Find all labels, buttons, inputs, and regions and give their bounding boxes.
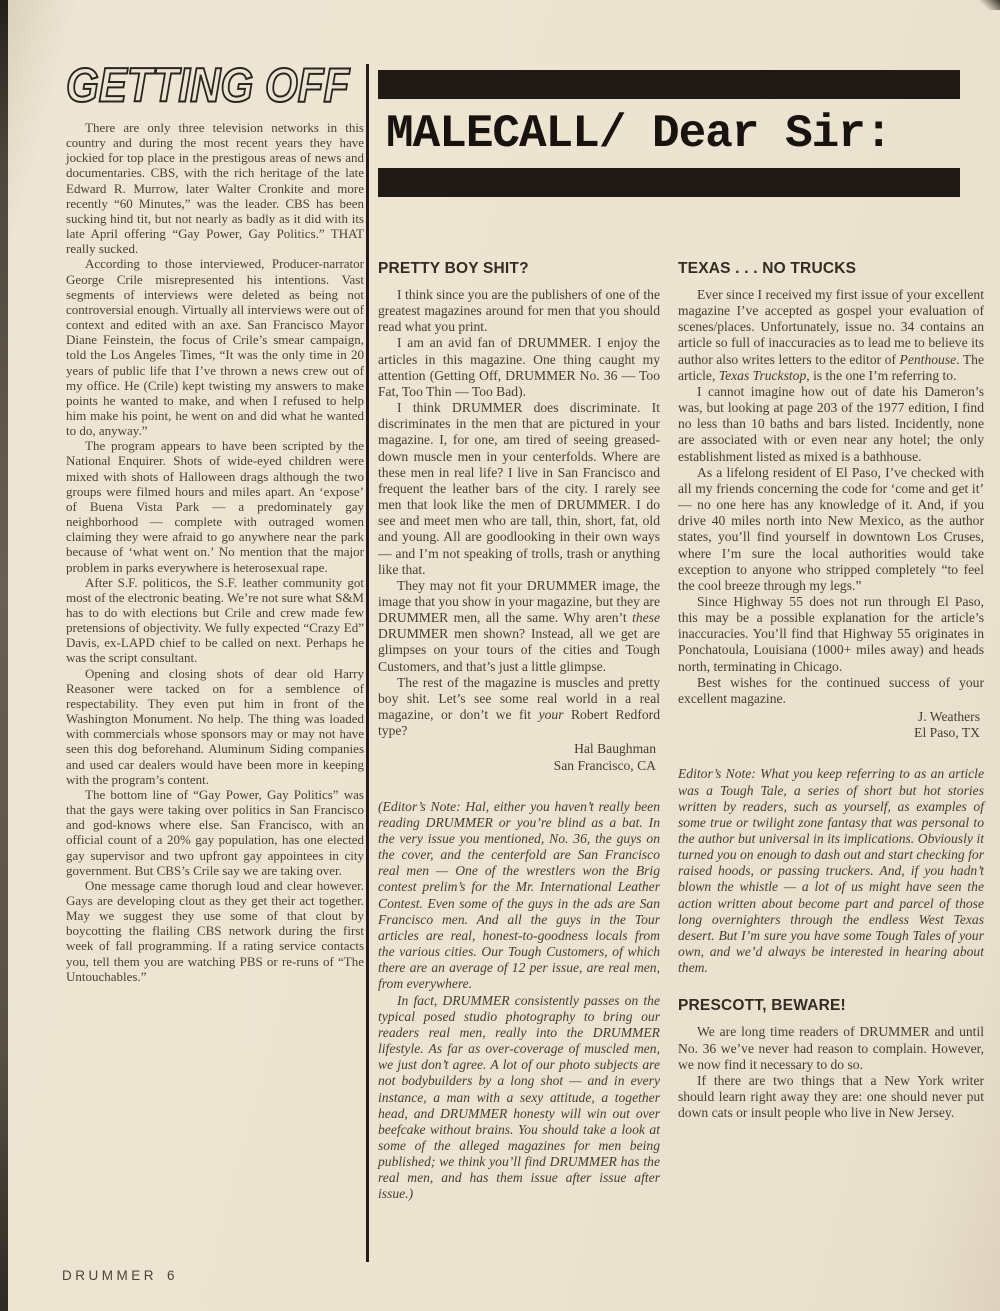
- letter-text-segment: . The article,: [678, 351, 984, 383]
- letter-paragraph: If there are two things that a New York writer should learn right away they are: one should never put down cats or insult people who live in New Jersey.: [678, 1072, 984, 1121]
- letter-text-segment: Robert Redford type?: [378, 707, 660, 739]
- magazine-name: DRUMMER: [62, 1268, 157, 1283]
- letter-paragraph: Since Highway 55 does not run through El Paso, this may be a possible explanation for the article’s inaccuracies. You’ll find that Highway 55 originates in Ponchatoula, Louisiana (1000+ miles away) and heads north, terminating in Chicago.: [678, 593, 984, 674]
- malecall-top-bar: [378, 70, 960, 99]
- letter-paragraph: [378, 675, 660, 740]
- letters-column-right: [678, 260, 984, 1121]
- letter-text-segment: , is the one I’m referring to.: [806, 367, 957, 383]
- letter-heading-prescott: PRESCOTT, BEWARE!: [678, 997, 846, 1015]
- letter-text-emphasis: these: [632, 610, 660, 626]
- letter-paragraph: As a lifelong resident of El Paso, I’ve checked with all my friends concerning the code for ‘come and get it’ — no one here has any knowledge of it. And, if you drive 40 miles north into New Mexico, as the author states, you’ll find yourself in downtown Los Cruses, where I’m sure the local authorities would take exception to anyone who stripped completely “to feel the cool breeze through my legs.”: [678, 464, 984, 593]
- letter-paragraph: I am an avid fan of DRUMMER. I enjoy the articles in this magazine. One thing caught my attention (Getting Off, DRUMMER No. 36 — Too Fat, Too Thin — Too Bad).: [378, 335, 660, 399]
- letter-paragraph: I cannot imagine how out of date his Dameron’s was, but looking at page 203 of the 1977 edition, I find no less than 10 baths and bars listed. Incidently, none are associated with or even near any hotel; the only establishment listed as mixed is a bathhouse.: [678, 383, 984, 464]
- editors-note-paragraph: (Editor’s Note: Hal, either you haven’t really been reading DRUMMER or you’re blind as a bat. In the very issue you mentioned, No. 36, the guys on the cover, and the centerfold are San Francisco real men — One of the wrestlers won the Brig contest prelim’s for the Mr. International Leather Contest. Even some of the guys in the ads are San Francisco men. And all the guys in the Tour articles are real, honest-to-goodness locals from the various cities. Our Tough Customers, of which there are an average of 12 per issue, are real men, from everywhere.: [378, 798, 660, 992]
- letter-text-emphasis: Penthouse: [899, 351, 957, 367]
- letter-text-segment: DRUMMER men shown? Instead, all we get are glimpses on your tours of the cities and Tough Customers, and that’s just a little glimpse.: [378, 626, 660, 674]
- signature-name: Hal Baughman: [574, 741, 656, 757]
- letter-text-segment: The rest of the magazine is muscles and pretty boy shit. Let’s see some real world in a real magazine, or don’t we fit: [378, 674, 660, 723]
- letter-heading-texas: TEXAS . . . NO TRUCKS: [678, 260, 857, 277]
- letter-paragraph: I think DRUMMER does discriminate. It discriminates in the men that are pictured in your magazine. I, for one, am tired of seeing greased-down muscle men in your centerfolds. Where are these men in real life? I live in San Francisco and frequent the leather bars of the city. I rarely see men that look like the men of DRUMMER. I do see and meet men who are tall, thin, short, fat, old and young. All are goodlooking in their own ways — and I’m not speaking of trolls, trash or anything like that.: [378, 400, 660, 577]
- getting-off-column: [66, 60, 364, 984]
- getting-off-paragraph: One message came thorugh loud and clear however. Gays are developing clout as they get their act together. May we suggest they use some of that clout by boycotting the flailing CBS network during the first week of fall programming. If a rating service contacts you, tell them you are watching PBS or re-runs of “The Untouchables.”: [66, 877, 364, 984]
- editors-note: [378, 799, 660, 1203]
- editors-note-paragraph: In fact, DRUMMER consistently passes on the typical posed studio photography to bring our readers real men, really into the DRUMMER lifestyle. As far as over-coverage of muscled men, we just don’t agree. A lot of our photo subjects are not bodybuilders by a long shot — and in every instance, a man with a sexy attitude, a together head, and DRUMMER honesty will win out over beefcake without brains. You should take a look at some of the alleged magazines for men being published; we think you’ll find DRUMMER has the real men, and has them issue after issue after issue.): [378, 992, 660, 1202]
- signature-place: El Paso, TX: [914, 725, 980, 741]
- letter-paragraph: We are long time readers of DRUMMER and until No. 36 we’ve never had reason to complain. However, we now find it necessary to do so.: [678, 1024, 984, 1072]
- page-footer: [62, 1268, 178, 1283]
- scan-corner-mark: [978, 0, 1000, 10]
- editors-note: [678, 766, 984, 976]
- getting-off-paragraph: There are only three television networks in this country and during the most recent years they have jockied for top place in the prestigous areas of news and documentaries. CBS, with the rich heritage of the late Edward R. Murrow, later Walter Cronkite and more recently “60 Minutes,” was the leader. CBS has been sucking hind tit, but not nearly as badly as it did with its late April offering “Gay Power, Gay Politics.” THAT really sucked.: [66, 120, 364, 257]
- letter-heading-pretty-boy: PRETTY BOY SHIT?: [378, 260, 529, 277]
- letter-text-segment: Ever since I received my first issue of your excellent magazine I’ve accepted as gospel your evaluation of scenes/places. Unfortunately, issue no. 34 contains an article so full of inaccuracies as to lead me to believe its author also writes letters to the editor of: [678, 287, 984, 367]
- getting-off-paragraph: According to those interviewed, Producer-narrator George Crile misrepresented his intentions. Vast segments of interviews were deleted as being not controversial enough. Virtually all interviews were out of context and edited with an axe. San Francisco Mayor Diane Feinstein, the focus of Crile’s smear campaign, told the Los Angeles Times, “It was the only time in 20 years of public life that I’ve thrown a news crew out of my office. He (Crile) kept twisting my answers to make points he wanted to make, and when I refused to help him make his point, he went on and did what he wanted to do, anyway.”: [66, 256, 364, 439]
- letter-signature: [678, 709, 980, 741]
- editors-note-paragraph: Editor’s Note: What you keep referring to as an article was a Tough Tale, a series of short but hot stories written by readers, such as yourself, as examples of some true or twilight zone fantasy that was personal to the author but universal in its implications. Obviously it turned you on enough to dash out and start checking for raised hoods, or passing truckers. And, if you hadn’t blown the whistle — a lot of us might have seen the action written about become part and parcel of those long overnighters through the endless West Texas desert. But I’m sure you have some Tough Tales of your own, and we’d always be interested in hearing about them.: [678, 766, 984, 976]
- getting-off-paragraph: After S.F. politicos, the S.F. leather community got most of the electronic beating. We’re not sure what S&M has to do with elections but Crile and crew made few pretensions of objectivity. We fully expected “Crazy Ed” Davis, ex-LAPD chief to be called on next. Perhaps he was the script consultant.: [66, 574, 364, 666]
- getting-off-paragraph: Opening and closing shots of dear old Harry Reasoner were tacked on for a semblence of respectability. They even put him in front of the Washington Monument. No help. The thing was loaded with commercials whose sponsors may or may not have seen this dog beforehand. Aluminum Siding companies and used car dealers would have been more in keeping with the program’s content.: [66, 665, 364, 787]
- letter-paragraph: [378, 578, 660, 675]
- letter-signature: [378, 741, 656, 773]
- page-number: 6: [167, 1268, 179, 1283]
- malecall-title: MALECALL/ Dear Sir:: [386, 108, 892, 160]
- letter-text-emphasis: Texas Truckstop: [718, 367, 807, 383]
- letter-text-emphasis: your: [538, 707, 564, 723]
- scan-left-edge-shadow: [0, 0, 8, 1311]
- getting-off-paragraph: The program appears to have been scripted by the National Enquirer. Shots of wide-eyed children were mixed with shots of Halloween drags although the two groups were filmed hours and miles apart. An ‘expose’ of Buena Vista Park — a predominately gay neighborhood — complete with outraged women claiming they were afraid to go anywhere near the park because of ‘what went on.’ No mention that the major problem in parks everywhere is heterosexual rape.: [66, 438, 364, 575]
- getting-off-logo: GETTING OFF: [66, 58, 350, 113]
- malecall-bottom-bar: [378, 168, 960, 197]
- getting-off-paragraph: The bottom line of “Gay Power, Gay Politics” was that the gays were taking over politics in San Francisco and god-knows where else. San Francisco, with an official count of a 20% gay population, has one elected gay supervisor and two upfront gay appointees in city government. But CBS’s Crile say we are taking over.: [66, 786, 364, 878]
- letter-text-segment: They may not fit your DRUMMER image, the image that you show in your magazine, but they are DRUMMER men, all the same. Why aren’t: [378, 577, 660, 626]
- signature-name: J. Weathers: [917, 709, 980, 725]
- letter-paragraph: Best wishes for the continued success of your excellent magazine.: [678, 674, 984, 706]
- column-divider-rule: [366, 64, 369, 1262]
- malecall-header: [378, 70, 960, 197]
- letter-paragraph: I think since you are the publishers of one of the greatest magazines around for men that you should read what you print.: [378, 287, 660, 335]
- letters-column-middle: [378, 260, 660, 1203]
- letter-paragraph: [678, 287, 984, 384]
- signature-place: San Francisco, CA: [553, 757, 656, 773]
